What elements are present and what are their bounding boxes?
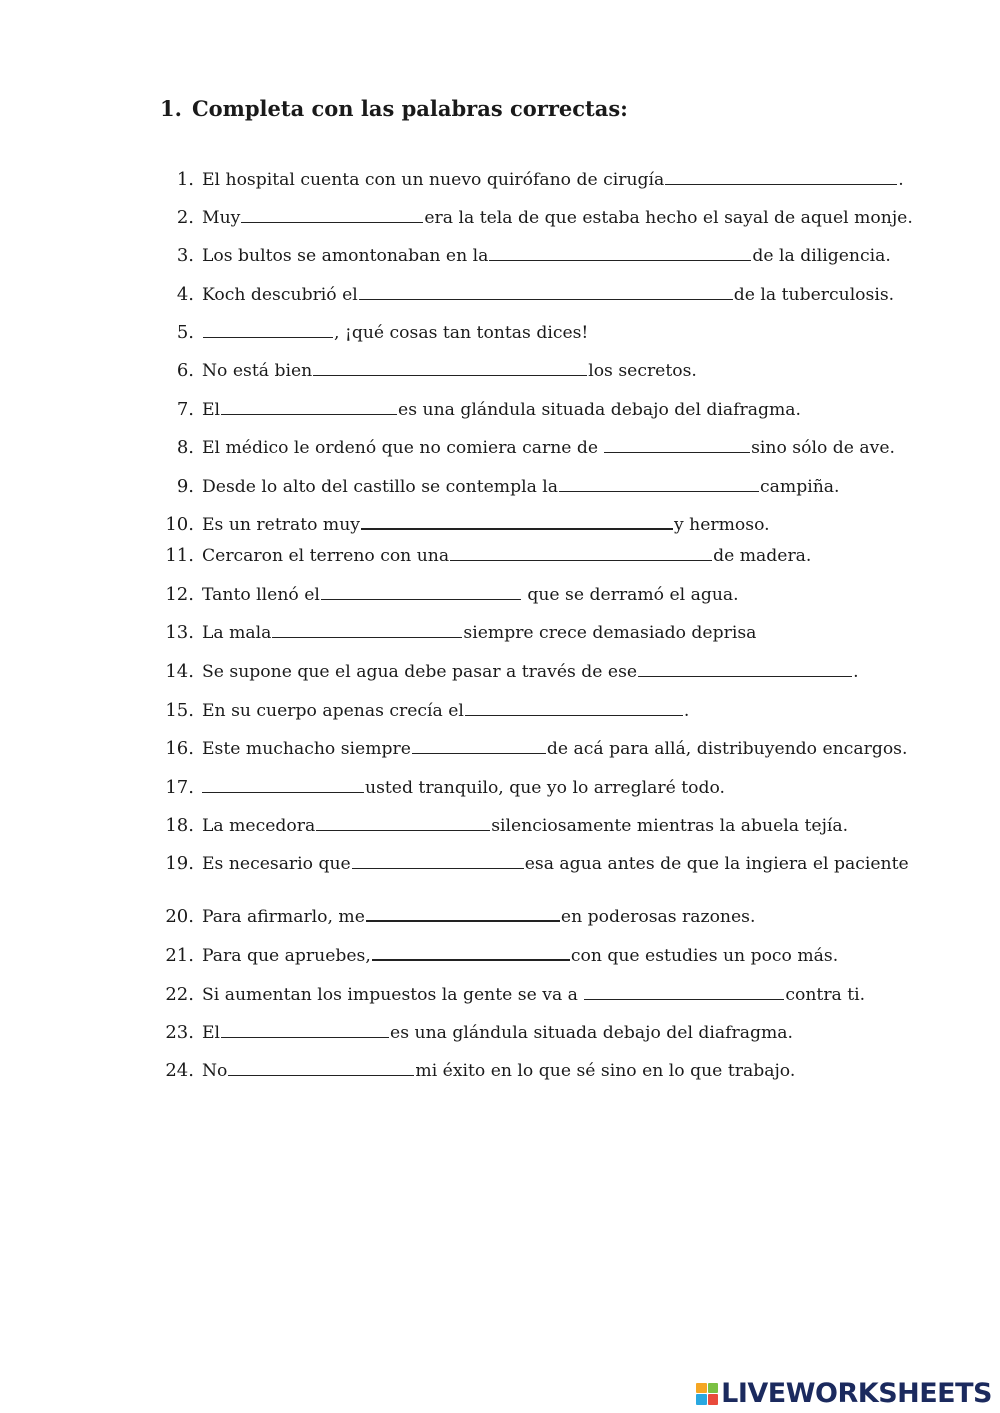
item-text-after: siempre crece demasiado deprisa bbox=[463, 623, 757, 643]
answer-blank[interactable] bbox=[361, 527, 673, 530]
answer-blank[interactable] bbox=[638, 675, 852, 677]
item-text-after: , ¡qué cosas tan tontas dices! bbox=[334, 323, 589, 343]
item-number: 11. bbox=[165, 545, 194, 566]
item-text-after: sino sólo de ave. bbox=[751, 438, 895, 458]
answer-blank[interactable] bbox=[604, 451, 750, 453]
item-number: 15. bbox=[165, 700, 194, 721]
list-item bbox=[0, 282, 1000, 308]
item-text-before: Desde lo alto del castillo se contempla la bbox=[202, 477, 559, 497]
list-item bbox=[0, 167, 1000, 193]
answer-blank[interactable] bbox=[372, 958, 570, 961]
list-item bbox=[0, 943, 1000, 969]
item-number: 12. bbox=[165, 584, 194, 605]
item-number: 6. bbox=[176, 360, 194, 381]
list-item bbox=[0, 435, 1000, 461]
list-item bbox=[0, 582, 1000, 608]
answer-blank[interactable] bbox=[228, 1074, 414, 1076]
answer-blank[interactable] bbox=[316, 829, 490, 831]
list-item bbox=[0, 698, 1000, 724]
item-text-after: . bbox=[683, 701, 690, 721]
item-text-after: y hermoso. bbox=[674, 515, 770, 535]
item-text-before: El médico le ordenó que no comiera carne de bbox=[202, 438, 599, 458]
logo-square-orange bbox=[696, 1383, 707, 1394]
list-item bbox=[0, 982, 1000, 1008]
list-item bbox=[0, 775, 1000, 801]
item-text-after: con que estudies un poco más. bbox=[570, 946, 839, 966]
item-text-after: era la tela de que estaba hecho el sayal de aquel monje. bbox=[424, 208, 913, 228]
item-text-after: esa agua antes de que la ingiera el paciente bbox=[524, 854, 909, 874]
item-text-after: es una glándula situada debajo del diafragma. bbox=[398, 400, 801, 420]
item-text-before: La mala bbox=[202, 623, 272, 643]
logo-square-blue bbox=[696, 1394, 707, 1405]
answer-blank[interactable] bbox=[489, 259, 751, 261]
item-text-before: Es necesario que bbox=[202, 854, 351, 874]
item-text-before: Para afirmarlo, me bbox=[202, 907, 365, 927]
item-text-before: Se supone que el agua debe pasar a través de ese bbox=[202, 662, 638, 682]
item-number: 7. bbox=[176, 399, 194, 420]
item-text-after: los secretos. bbox=[588, 361, 697, 381]
list-item bbox=[0, 736, 1000, 762]
list-item bbox=[0, 851, 1000, 877]
answer-blank[interactable] bbox=[366, 919, 560, 922]
item-text-before: No bbox=[202, 1061, 228, 1081]
liveworksheets-logo bbox=[696, 1378, 992, 1409]
list-item bbox=[0, 1058, 1000, 1084]
item-number: 17. bbox=[165, 777, 194, 798]
list-item bbox=[0, 1020, 1000, 1046]
item-number: 14. bbox=[165, 661, 194, 682]
item-text-before: Los bultos se amontonaban en la bbox=[202, 246, 489, 266]
answer-blank[interactable] bbox=[665, 183, 897, 185]
item-text-after: que se derramó el agua. bbox=[521, 585, 739, 605]
item-number: 13. bbox=[165, 622, 194, 643]
item-number: 2. bbox=[176, 207, 194, 228]
answer-blank[interactable] bbox=[272, 636, 462, 638]
list-item bbox=[0, 320, 1000, 346]
item-text-after: . bbox=[898, 170, 904, 190]
answer-blank[interactable] bbox=[359, 298, 733, 300]
item-number: 20. bbox=[165, 906, 194, 927]
item-text-after: campiña. bbox=[760, 477, 840, 497]
item-number: 3. bbox=[176, 245, 194, 266]
item-text-after: silenciosamente mientras la abuela tejía. bbox=[491, 816, 849, 836]
answer-blank[interactable] bbox=[450, 559, 712, 561]
answer-blank[interactable] bbox=[203, 336, 333, 338]
list-item bbox=[0, 358, 1000, 384]
answer-blank[interactable] bbox=[352, 867, 524, 869]
item-text-before: En su cuerpo apenas crecía el bbox=[202, 701, 464, 721]
list-item bbox=[0, 620, 1000, 646]
answer-blank[interactable] bbox=[465, 714, 683, 716]
list-item bbox=[0, 243, 1000, 269]
item-text-after: contra ti. bbox=[785, 985, 866, 1005]
item-text-after: de acá para allá, distribuyendo encargos. bbox=[546, 739, 908, 759]
item-text-before: El bbox=[202, 1023, 221, 1043]
answer-blank[interactable] bbox=[584, 998, 784, 1000]
answer-blank[interactable] bbox=[559, 490, 759, 492]
list-item bbox=[0, 205, 1000, 231]
item-text-before: Tanto llenó el bbox=[202, 585, 320, 605]
item-text-after: es una glándula situada debajo del diafragma. bbox=[390, 1023, 793, 1043]
list-item bbox=[0, 397, 1000, 423]
logo-square-red bbox=[708, 1394, 719, 1405]
logo-square-green bbox=[708, 1383, 719, 1394]
answer-blank[interactable] bbox=[412, 752, 546, 754]
item-text-before: No está bien bbox=[202, 361, 313, 381]
answer-blank[interactable] bbox=[241, 221, 423, 223]
item-number: 8. bbox=[176, 437, 194, 458]
item-text-before: Cercaron el terreno con una bbox=[202, 546, 450, 566]
item-text-after: en poderosas razones. bbox=[560, 907, 756, 927]
liveworksheets-logo-icon bbox=[696, 1383, 718, 1405]
item-text-before: Para que apruebes, bbox=[202, 946, 371, 966]
item-number: 9. bbox=[176, 476, 194, 497]
item-text-before: Muy bbox=[202, 208, 241, 228]
item-number: 23. bbox=[165, 1022, 194, 1043]
list-item bbox=[0, 813, 1000, 839]
item-number: 5. bbox=[176, 322, 194, 343]
item-text-before: Koch descubrió el bbox=[202, 285, 358, 305]
logo-text: LIVEWORKSHEETS bbox=[721, 1378, 992, 1409]
item-text-after: de la tuberculosis. bbox=[733, 285, 895, 305]
item-text-after: de madera. bbox=[713, 546, 812, 566]
item-number: 19. bbox=[165, 853, 194, 874]
item-number: 21. bbox=[165, 945, 194, 966]
exercise-title: Completa con las palabras correctas: bbox=[191, 96, 628, 121]
item-text-before: Este muchacho siempre bbox=[202, 739, 411, 759]
item-text-before: La mecedora bbox=[202, 816, 316, 836]
item-text-before: El bbox=[202, 400, 221, 420]
item-text-after: de la diligencia. bbox=[752, 246, 891, 266]
item-number: 16. bbox=[165, 738, 194, 759]
item-number: 1. bbox=[176, 169, 194, 190]
item-text-after: . bbox=[853, 662, 859, 682]
item-text-before: Si aumentan los impuestos la gente se va a bbox=[202, 985, 584, 1005]
list-item bbox=[0, 904, 1000, 930]
item-text-after: usted tranquilo, que yo lo arreglaré todo. bbox=[365, 778, 725, 798]
list-item bbox=[0, 512, 1000, 538]
exercise-number: 1. bbox=[160, 96, 182, 121]
item-number: 4. bbox=[176, 284, 194, 305]
answer-blank[interactable] bbox=[313, 374, 587, 376]
answer-blank[interactable] bbox=[321, 598, 521, 600]
list-item bbox=[0, 659, 1000, 685]
item-text-before: El hospital cuenta con un nuevo quirófano de cirugía bbox=[202, 170, 665, 190]
answer-blank[interactable] bbox=[202, 791, 364, 793]
item-number: 24. bbox=[165, 1060, 194, 1081]
item-text-before: Es un retrato muy bbox=[202, 515, 360, 535]
item-text-after: mi éxito en lo que sé sino en lo que trabajo. bbox=[415, 1061, 796, 1081]
answer-blank[interactable] bbox=[221, 1036, 389, 1038]
item-number: 10. bbox=[165, 514, 194, 535]
item-number: 22. bbox=[165, 984, 194, 1005]
item-number: 18. bbox=[165, 815, 194, 836]
list-item bbox=[0, 543, 1000, 569]
answer-blank[interactable] bbox=[221, 413, 397, 415]
list-item bbox=[0, 474, 1000, 500]
